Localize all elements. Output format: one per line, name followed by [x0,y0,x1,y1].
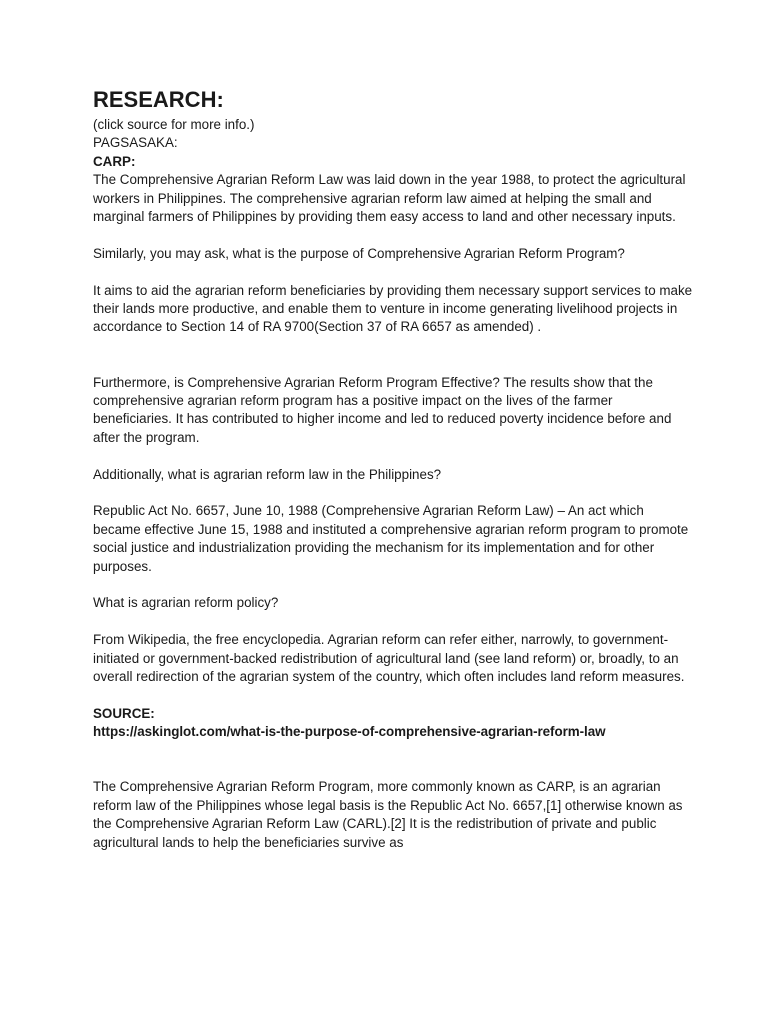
subtitle-note: (click source for more info.) [93,117,255,132]
source-link[interactable]: https://askinglot.com/what-is-the-purpose-of-comprehensive-agrarian-reform-law [93,724,606,740]
spacer [93,576,693,594]
spacer [93,613,693,631]
spacer [93,686,693,704]
spacer [93,742,693,779]
section-label: PAGSASAKA: [93,135,178,151]
paragraph-effectiveness: Furthermore, is Comprehensive Agrarian Reform Program Effective? The results show that the comprehensive agrarian reform program has a positive impact on the lives of the farmer beneficiaries. It has contributed to higher income and led to reduced poverty incidence before and after the program. [93,374,672,445]
paragraph-law-question: Additionally, what is agrarian reform law in the Philippines? [93,466,442,482]
document-page [93,86,693,852]
spacer [93,226,693,244]
paragraph-ra-6657: Republic Act No. 6657, June 10, 1988 (Comprehensive Agrarian Reform Law) – An act which became effective June 15, 1988 and instituted a comprehensive agrarian reform program to promote social justice and industrialization providing the mechanism for its implementation and for other purposes. [93,503,689,574]
paragraph-carp-definition: The Comprehensive Agrarian Reform Program, more commonly known as CARP, is an agrarian reform law of the Philippines whose legal basis is the Republic Act No. 6657,[1] otherwise known as the Comprehensive Agrarian Reform Law (CARL).[2] It is the redistribution of private and public agricultural lands to help the beneficiaries survive as [93,779,683,850]
spacer [93,484,693,502]
paragraph-purpose-question: Similarly, you may ask, what is the purpose of Comprehensive Agrarian Reform Program? [93,245,625,261]
paragraph-policy-question: What is agrarian reform policy? [93,595,279,611]
spacer [93,447,693,465]
source-label: SOURCE: [93,705,155,721]
page-title: RESEARCH: [93,87,224,112]
paragraph-carl-intro: The Comprehensive Agrarian Reform Law was laid down in the year 1988, to protect the agricultural workers in Philippines. The comprehensive agrarian reform law aimed at helping the small and marginal farmers of Philippines by providing them easy access to land and other necessary inputs. [93,172,686,225]
paragraph-wikipedia-definition: From Wikipedia, the free encyclopedia. Agrarian reform can refer either, narrowly, to government-initiated or government-backed redistribution of agricultural land (see land reform) or, broadly, to an overall redirection of the agrarian system of the country, which often includes land reform measures. [93,632,685,685]
spacer [93,337,693,374]
carp-heading: CARP: [93,153,136,169]
spacer [93,263,693,281]
paragraph-purpose-answer: It aims to aid the agrarian reform beneficiaries by providing them necessary support services to make their lands more productive, and enable them to venture in income generating livelihood projects in accordance to Section 14 of RA 9700(Section 37 of RA 6657 as amended) . [93,282,693,335]
